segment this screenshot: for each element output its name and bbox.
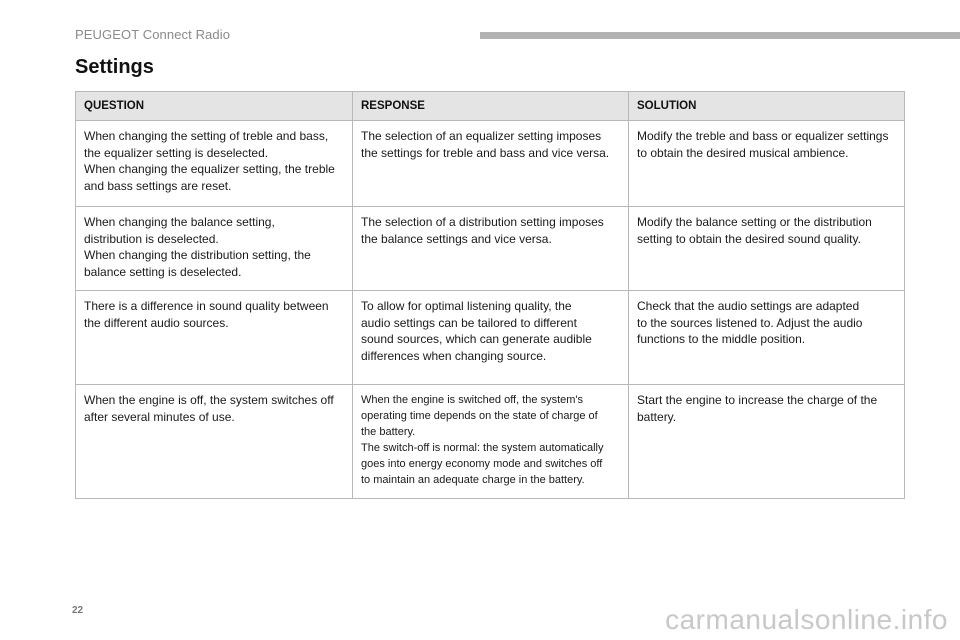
response-text-line: To allow for optimal listening quality, the [361, 299, 572, 313]
table-row [76, 207, 905, 291]
question-text-line: When changing the distribution setting, the [84, 248, 311, 262]
question-text-line: after several minutes of use. [84, 409, 235, 424]
response-text-line: operating time depends on the state of charge of [361, 410, 598, 422]
solution-text-line: to the sources listened to. Adjust the audio [637, 315, 863, 330]
solution-text-line: functions to the middle position. [637, 332, 806, 346]
question-text-line: the equalizer setting is deselected. [84, 145, 269, 160]
solution-cell [629, 207, 905, 291]
response-text-line: sound sources, which can generate audible [361, 332, 592, 346]
table-row [76, 385, 905, 499]
question-text-line: There is a difference in sound quality between [84, 299, 329, 313]
response-text-line: to maintain an adequate charge in the battery. [361, 474, 585, 486]
response-text-line: the battery. [361, 426, 416, 438]
response-text-line: the settings for treble and bass and vice versa. [361, 145, 610, 160]
question-text-line: When the engine is off, the system switches off [84, 393, 334, 407]
response-text-line: the balance settings and vice versa. [361, 231, 552, 246]
table-row [76, 291, 905, 385]
question-text-line: When changing the setting of treble and bass, [84, 129, 329, 143]
watermark-logo: carmanualsonline.info [665, 604, 948, 635]
question-cell [76, 121, 353, 207]
question-text-line: distribution is deselected. [84, 231, 219, 246]
response-text-line: The selection of an equalizer setting imposes [361, 129, 602, 143]
faq-table [75, 91, 905, 499]
response-text-line: The switch-off is normal: the system automatically [361, 442, 604, 454]
response-text-line: goes into energy economy mode and switches off [361, 458, 603, 470]
solution-text-line: to obtain the desired musical ambience. [637, 145, 849, 160]
solution-cell [629, 121, 905, 207]
table-header-row [76, 92, 905, 121]
response-cell [353, 291, 629, 385]
solution-text-line: Modify the balance setting or the distribution [637, 215, 872, 229]
response-text-line: The selection of a distribution setting imposes [361, 215, 604, 229]
solution-text-line: battery. [637, 409, 677, 424]
solution-text-line: setting to obtain the desired sound quality. [637, 231, 861, 246]
question-cell [76, 291, 353, 385]
solution-text-line: Modify the treble and bass or equalizer settings [637, 129, 889, 143]
solution-text-line: Start the engine to increase the charge of the [637, 393, 878, 407]
solution-cell [629, 385, 905, 499]
solution-text-line: Check that the audio settings are adapted [637, 299, 860, 313]
response-text-line: When the engine is switched off, the system's [361, 394, 584, 406]
question-text-line: balance setting is deselected. [84, 264, 242, 279]
table-row [76, 121, 905, 207]
response-cell [353, 385, 629, 499]
column-header-solution: SOLUTION [629, 92, 905, 121]
header-divider-bar [480, 32, 960, 39]
document-header-title: PEUGEOT Connect Radio [75, 27, 231, 42]
response-text-line: differences when changing source. [361, 348, 547, 363]
question-text-line: When changing the equalizer setting, the treble [84, 162, 335, 176]
column-header-response: RESPONSE [353, 92, 629, 121]
question-text-line: When changing the balance setting, [84, 215, 275, 229]
question-cell [76, 207, 353, 291]
question-text-line: and bass settings are reset. [84, 178, 232, 193]
response-cell [353, 207, 629, 291]
solution-cell [629, 291, 905, 385]
question-text-line: the different audio sources. [84, 315, 229, 330]
column-header-question: QUESTION [76, 92, 353, 121]
question-cell [76, 385, 353, 499]
page-title: Settings [75, 56, 154, 78]
response-text-line: audio settings can be tailored to different [361, 315, 577, 330]
response-cell [353, 121, 629, 207]
page-number: 22 [72, 605, 84, 616]
